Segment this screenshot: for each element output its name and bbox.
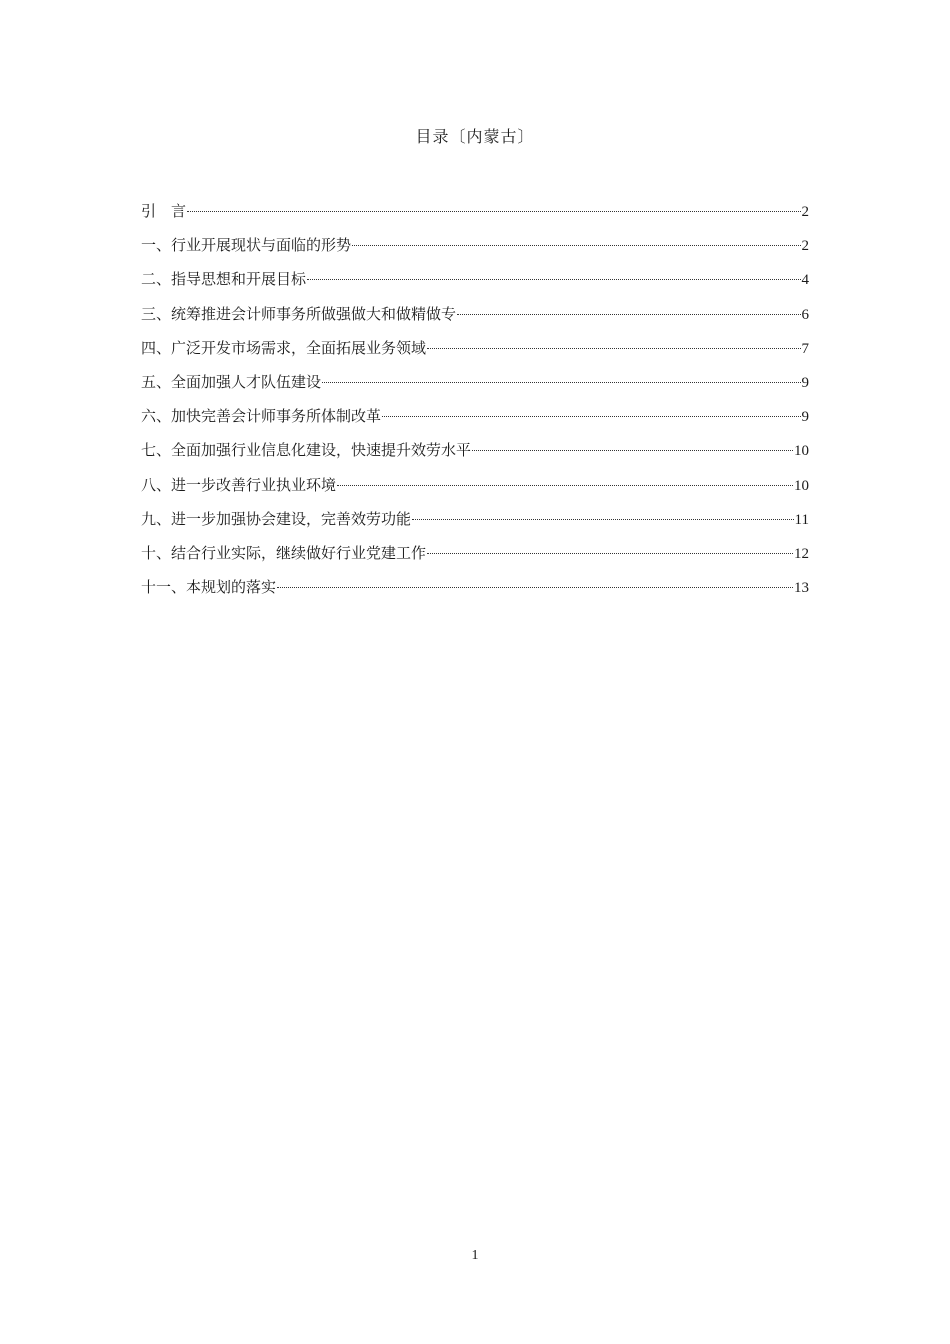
toc-entry-page: 9 <box>801 374 809 391</box>
toc-entry-label: 一、行业开展现状与面临的形势 <box>141 236 352 255</box>
dot-leader <box>382 416 800 417</box>
dot-leader <box>307 279 800 280</box>
toc-entry-page: 12 <box>794 545 809 562</box>
toc-entry-page: 7 <box>801 340 809 357</box>
toc-title: 目录〔内蒙古〕 <box>415 127 535 146</box>
dot-leader <box>352 245 800 246</box>
dot-leader <box>322 382 800 383</box>
toc-entry-1[interactable] <box>141 233 809 267</box>
toc-entry-page: 2 <box>801 238 809 255</box>
toc-entry-page: 10 <box>794 443 809 460</box>
toc-entry-7[interactable] <box>141 438 809 472</box>
toc-entry-4[interactable] <box>141 336 809 370</box>
toc-entry-9[interactable] <box>141 507 809 541</box>
toc-entry-5[interactable] <box>141 370 809 404</box>
toc-entry-label: 八、进一步改善行业执业环境 <box>141 475 337 494</box>
toc-entry-10[interactable] <box>141 541 809 575</box>
dot-leader <box>427 553 793 554</box>
dot-leader <box>337 485 793 486</box>
toc-entry-page: 11 <box>794 511 809 528</box>
toc-entry-label: 引 言 <box>141 202 187 220</box>
toc-entry-2[interactable] <box>141 267 809 301</box>
toc-entry-page: 10 <box>794 477 809 494</box>
table-of-contents <box>141 199 809 609</box>
toc-entry-page: 13 <box>794 580 809 597</box>
toc-entry-label: 六、加快完善会计师事务所体制改革 <box>141 407 382 426</box>
toc-entry-page: 9 <box>801 409 809 426</box>
toc-entry-label: 十、结合行业实际，继续做好行业党建工作 <box>141 543 427 562</box>
toc-entry-label: 三、统筹推进会计师事务所做强做大和做精做专 <box>141 304 457 323</box>
toc-entry-label: 二、指导思想和开展目标 <box>141 270 307 289</box>
toc-entry-11[interactable] <box>141 575 809 609</box>
dot-leader <box>412 519 794 520</box>
toc-entry-intro[interactable] <box>141 199 809 233</box>
toc-entry-page: 4 <box>801 272 809 289</box>
toc-entry-label: 九、进一步加强协会建设，完善效劳功能 <box>141 509 412 528</box>
toc-entry-label: 四、广泛开发市场需求，全面拓展业务领域 <box>141 338 427 357</box>
dot-leader <box>187 211 800 212</box>
dot-leader <box>427 348 800 349</box>
toc-entry-page: 6 <box>801 306 809 323</box>
toc-entry-label: 十一、本规划的落实 <box>141 578 277 597</box>
dot-leader <box>277 587 793 588</box>
toc-entry-3[interactable] <box>141 302 809 336</box>
toc-entry-label: 七、全面加强行业信息化建设，快速提升效劳水平 <box>141 441 472 460</box>
dot-leader <box>472 450 793 451</box>
page-number: 1 <box>471 1248 479 1263</box>
toc-entry-page: 2 <box>801 204 809 220</box>
dot-leader <box>457 314 800 315</box>
toc-entry-label: 五、全面加强人才队伍建设 <box>141 372 322 391</box>
toc-entry-8[interactable] <box>141 473 809 507</box>
toc-entry-6[interactable] <box>141 404 809 438</box>
